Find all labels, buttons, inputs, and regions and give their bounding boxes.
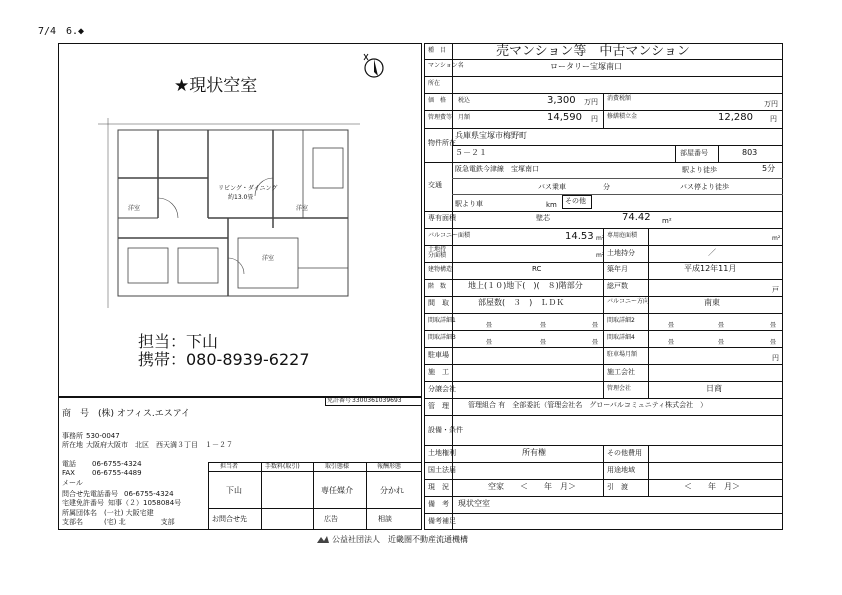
parking-fee-unit: 円 [772, 354, 779, 362]
mgmt-company-label: 管理会社 [607, 385, 632, 392]
location-line2: ５－２１ [455, 148, 487, 157]
land-right-label: 土地権利 [428, 449, 456, 457]
detail2-token3: 畳 [770, 322, 777, 329]
balcony-area-unit: m² [596, 235, 605, 242]
walk-label: 駅より徒歩 [682, 166, 717, 174]
other-label: その他 [565, 197, 586, 205]
type-value: 売マンション等 中古マンション [496, 44, 690, 59]
floor-plan-drawing [98, 118, 360, 308]
zoning-label: 用途地域 [607, 466, 635, 474]
bus-walk-label: バス停より徒歩 [680, 183, 729, 191]
tel-label: 電話 [62, 460, 76, 468]
company-address: 大阪府大阪市 北区 西天満３丁目 １－２７ [86, 441, 233, 449]
address-label: 所在地 [62, 441, 83, 449]
branch-value: (宅) 北 支部 [104, 518, 175, 526]
area-value: 74.42 [622, 212, 651, 223]
balcony-direction-label: バルコニー方向 [607, 298, 650, 305]
mgmt-company: 日商 [706, 384, 722, 393]
private-garden-unit: m² [772, 235, 781, 242]
remarks-supplement-label: 備考補足 [428, 517, 456, 525]
plan-label-ldk: リビング・ダイニング [218, 185, 278, 192]
balcony-area-label: バルコニー面積 [428, 232, 471, 239]
seller-label: 分譲会社 [428, 385, 456, 393]
mgmt-form-label: 管 理 [428, 402, 449, 410]
mobile-number: 携帯：080-8939-6227 [138, 350, 310, 369]
fax-value: 06-6755-4489 [92, 469, 142, 477]
mgmt-fee-value: 14,590 [547, 112, 582, 123]
tel-value: 06-6755-4324 [92, 460, 142, 468]
staff-row2-ad: 広告 [324, 515, 338, 523]
staff-header-mode: 取引態様 [325, 463, 350, 470]
footer-org: 公益社団法人 近畿圏不動産流通機構 [332, 535, 468, 544]
staff-fee-type: 分かれ [380, 486, 404, 495]
license-value: 3300361039693 [352, 397, 402, 404]
north-compass-icon [360, 52, 386, 80]
license-label: 免許番号 [327, 397, 352, 404]
contact-tel-label: 問合せ先電話番号 [62, 490, 118, 498]
price-value: 3,300 [547, 95, 576, 106]
land-share2-value: ／ [708, 248, 716, 257]
detail2-label: 間取詳細2 [607, 317, 635, 324]
contact-tel-value: 06-6755-4324 [124, 490, 174, 498]
repair-fund-value: 12,280 [718, 112, 753, 123]
station-car-label: 駅より車 [455, 200, 483, 208]
remarks-value: 現状空室 [458, 499, 490, 508]
detail3-token1: 畳 [486, 339, 493, 346]
layout-label: 間 取 [428, 299, 449, 307]
fax-label: FAX [62, 469, 75, 477]
area-label: 専有面積 [428, 214, 456, 222]
price-unit: 万円 [584, 98, 598, 106]
floor-label: 所在 [428, 80, 441, 87]
land-right-value: 所有権 [522, 448, 546, 457]
detail1-token1: 畳 [486, 322, 493, 329]
land-law-label: 国土法届 [428, 466, 456, 474]
detail1-label: 間取詳細1 [428, 317, 456, 324]
area-unit: m² [662, 217, 672, 225]
price-label: 価 格 [428, 97, 447, 104]
conditions-label: 設備・条件 [428, 426, 463, 434]
staff-mode: 専任媒介 [321, 486, 353, 495]
association-value: (一社) 大阪宅建 [104, 509, 154, 517]
association-label: 所属団体名 [62, 509, 97, 517]
builder-company-label: 施工会社 [607, 368, 635, 376]
repair-fund-unit: 円 [770, 115, 777, 123]
vacancy-note: ★現状空室 [174, 76, 258, 96]
plan-label-room3: 洋室 [262, 255, 275, 262]
org-logo-icon [316, 535, 330, 545]
staff-header-person: 担当者 [220, 463, 239, 470]
layout-value: 部屋数( ３ ) ＬＤＫ [478, 298, 565, 307]
detail2-token2: 畳 [718, 322, 725, 329]
line-station: 阪急電鉄今津線 宝塚南口 [455, 165, 539, 173]
other-fee-label: その他費用 [607, 449, 642, 457]
contact-person: 担当：下山 [138, 332, 219, 351]
print-date: 7/4 [38, 26, 57, 37]
walk-value: 5分 [762, 164, 776, 173]
floors-value: 地上(１０)地下( )( ８)階部分 [468, 281, 583, 290]
company-name: (株) オフィス.エスアイ [98, 409, 190, 419]
staff-row2-label: お問合せ先 [212, 515, 247, 523]
bus-unit: 分 [603, 183, 610, 191]
price-sub: 税込 [458, 97, 471, 104]
plan-label-room1: 洋室 [296, 205, 309, 212]
current-status: 空家 ＜ 年 月＞ [488, 482, 576, 491]
balcony-direction: 南東 [704, 298, 720, 307]
staff-person: 下山 [226, 486, 242, 495]
remarks-label: 備 考 [428, 500, 449, 508]
parking-fee-label: 駐車場月額 [607, 351, 638, 358]
plan-label-ldk-size: 約13.0畳 [228, 194, 254, 201]
office-label: 事務所 [62, 432, 83, 440]
postal-code: 530-0047 [86, 432, 120, 440]
agent-license-value: 知事（２）1058084号 [108, 499, 182, 507]
bus-label: バス乗車 [538, 183, 566, 191]
repair-fund-label: 修繕積立金 [607, 113, 638, 120]
built-label: 築年月 [607, 265, 628, 273]
mgmt-form-value: 管理組合 有 全部委託（管理会社名 グローバルコミュニティ株式会社 ） [468, 401, 708, 409]
building-name-label: マンション名 [428, 62, 464, 69]
building-name: ロータリー宝塚南口 [550, 62, 622, 71]
traffic-label: 交通 [428, 181, 442, 189]
detail4-token2: 畳 [718, 339, 725, 346]
staff-header-fee: 手数料(取引) [265, 463, 300, 470]
location-line1: 兵庫県宝塚市梅野町 [455, 131, 527, 140]
detail4-label: 間取詳細4 [607, 334, 635, 341]
detail3-token3: 畳 [592, 339, 599, 346]
detail4-token1: 畳 [668, 339, 675, 346]
delivery-value: ＜ 年 月＞ [684, 482, 740, 491]
plan-label-room2: 洋室 [128, 205, 141, 212]
location-label: 物件所在 [428, 139, 456, 147]
page-number: 6.◆ [66, 26, 85, 37]
station-car-unit: km [546, 201, 557, 209]
tax-label: 消費税額 [607, 95, 632, 102]
structure-label: 建物構造 [428, 266, 453, 273]
parking-label: 駐車場 [428, 351, 449, 359]
delivery-label: 引 渡 [607, 483, 628, 491]
detail4-token3: 畳 [770, 339, 777, 346]
detail3-label: 間取詳細3 [428, 334, 456, 341]
detail3-token2: 畳 [540, 339, 547, 346]
current-status-label: 現 況 [428, 483, 449, 491]
structure-value: RC [532, 265, 542, 273]
total-units-label: 総戸数 [607, 282, 628, 290]
balcony-area-value: 14.53 [565, 231, 594, 242]
room-number: 803 [742, 148, 758, 157]
detail1-token2: 畳 [540, 322, 547, 329]
staff-header-fee-type: 報酬形態 [377, 463, 402, 470]
mgmt-fee-unit: 円 [591, 115, 598, 123]
land-share-unit: m² [596, 252, 605, 259]
tax-unit: 万円 [764, 100, 778, 108]
land-share2-label: 土地持分 [607, 249, 635, 257]
floors-label: 階 数 [428, 283, 447, 290]
builder-label: 施 工 [428, 368, 449, 376]
branch-label: 支部名 [62, 518, 83, 526]
land-share-label: 土地持分面積 [428, 246, 447, 259]
type-label: 種 目 [428, 47, 447, 54]
area-sub: 壁芯 [536, 214, 550, 222]
detail1-token3: 畳 [592, 322, 599, 329]
mgmt-fee-sub: 月額 [458, 114, 471, 121]
total-units-unit: 戸 [772, 286, 779, 294]
mail-label: メール [62, 479, 83, 487]
detail2-token1: 畳 [668, 322, 675, 329]
agent-license-label: 宅建免許番号 [62, 499, 104, 507]
staff-row2-consult: 相談 [378, 515, 392, 523]
mgmt-fee-label: 管理費等 [428, 114, 453, 121]
company-name-label: 商 号 [62, 409, 90, 419]
private-garden-label: 専用庭面積 [607, 232, 638, 239]
room-number-label: 部屋番号 [680, 149, 708, 157]
built-value: 平成12年11月 [684, 264, 737, 273]
